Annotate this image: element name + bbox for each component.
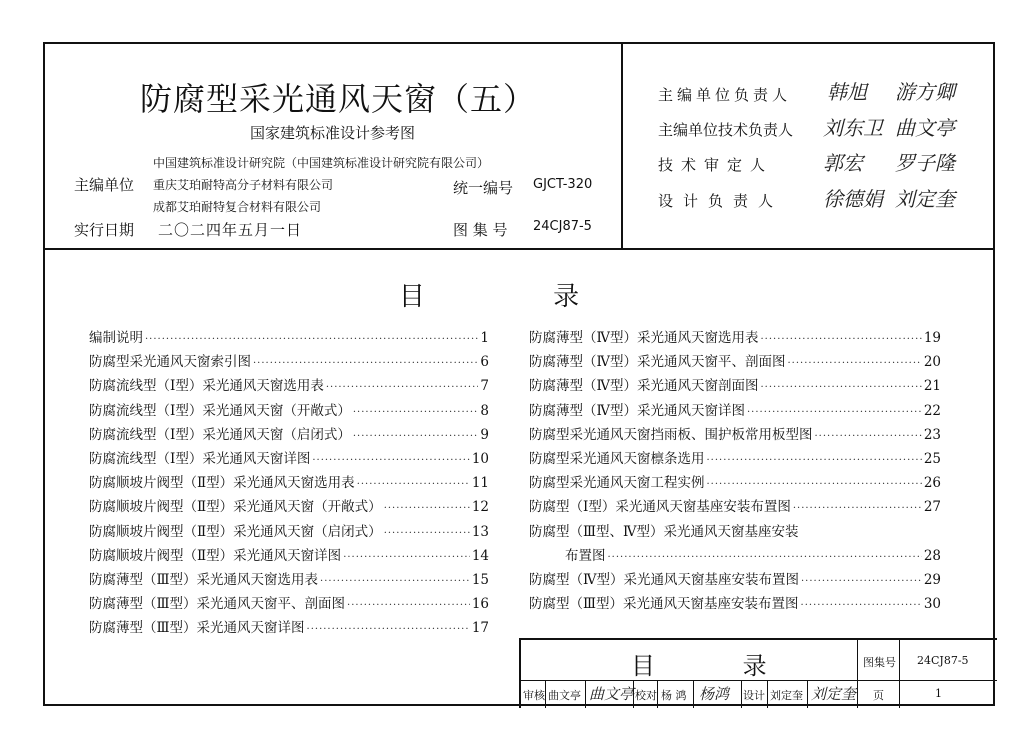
toc-entry[interactable]	[89, 495, 489, 515]
toc-entry-page: 8	[480, 402, 489, 419]
toc-entry-leader	[307, 624, 470, 635]
date-label: 实行日期	[74, 221, 135, 239]
review-name: 曲文亭	[548, 689, 581, 702]
toc-entry[interactable]	[89, 592, 489, 612]
toc-entry[interactable]	[529, 520, 941, 540]
toc-entry-page: 25	[923, 451, 941, 467]
toc-entry-leader	[801, 600, 922, 611]
toc-entry-title: 布置图	[565, 547, 606, 564]
toc-entry-page: 26	[923, 475, 941, 492]
resp-sig-1b: 游方卿	[895, 80, 955, 104]
code-label: 统一编号	[453, 179, 514, 197]
check-name: 杨 鸿	[661, 689, 687, 702]
toc-entry-title: 防腐顺坡片阀型（Ⅱ型）采光通风天窗详图	[89, 547, 342, 564]
editor-org-1: 中国建筑标准设计研究院（中国建筑标准设计研究院有限公司）	[153, 156, 490, 170]
toc-entry[interactable]	[89, 616, 489, 636]
review-signature: 曲文亭	[589, 685, 635, 703]
check-label: 校对	[635, 689, 657, 702]
toc-entry-leader	[312, 455, 469, 466]
toc-entry-title: 防腐薄型（Ⅳ型）采光通风天窗详图	[529, 402, 745, 419]
toc-entry-title: 防腐型（Ⅲ型、Ⅳ型）采光通风天窗基座安装	[529, 523, 799, 540]
toc-entry-title: 防腐流线型（Ⅰ型）采光通风天窗（开敞式）	[89, 402, 351, 419]
toc-entry[interactable]	[89, 544, 489, 564]
toc-entry-leader	[793, 503, 922, 514]
page-label: 页	[873, 689, 884, 702]
toc-entry[interactable]	[529, 326, 941, 346]
toc-entry[interactable]	[529, 374, 941, 394]
toc-entry-title: 防腐型（Ⅰ型）采光通风天窗基座安装布置图	[529, 499, 791, 516]
toc-entry-page: 29	[923, 572, 941, 588]
toc-entry-leader	[747, 407, 922, 418]
design-signature: 刘定奎	[811, 685, 857, 703]
editor-label: 主编单位	[74, 176, 135, 194]
title-block-name: 目 录	[631, 652, 807, 680]
header-vertical-divider	[621, 44, 623, 248]
toc-entry-leader	[343, 552, 470, 563]
design-name: 刘定奎	[770, 689, 803, 702]
header-divider	[45, 248, 993, 250]
toc-entry-page: 19	[923, 330, 941, 346]
date-value: 二〇二四年五月一日	[158, 221, 303, 239]
toc-entry-page: 15	[471, 572, 489, 588]
toc-entry[interactable]	[529, 447, 941, 467]
toc-entry-title: 防腐流线型（Ⅰ型）采光通风天窗详图	[89, 451, 311, 467]
check-signature: 杨鸿	[699, 685, 730, 703]
toc-entry-page: 11	[471, 475, 489, 492]
title-block-atlas-value: 24CJ87-5	[917, 654, 969, 667]
toc-entry-title: 防腐型采光通风天窗工程实例	[529, 475, 705, 492]
design-label: 设计	[743, 689, 765, 702]
title-block	[519, 638, 997, 708]
toc-entry-leader	[761, 334, 922, 345]
toc-entry[interactable]	[529, 592, 941, 612]
toc-entry-page: 20	[923, 354, 941, 371]
toc-entry-page: 12	[471, 499, 489, 516]
toc-entry-title: 防腐薄型（Ⅳ型）采光通风天窗剖面图	[529, 378, 759, 395]
toc-entry[interactable]	[565, 544, 941, 564]
toc-entry-leader	[384, 528, 470, 539]
toc-entry-page: 1	[480, 330, 489, 346]
page-value: 1	[935, 687, 942, 700]
toc-entry-page: 9	[480, 426, 489, 443]
toc-entry[interactable]	[89, 350, 489, 370]
toc-entry[interactable]	[529, 399, 941, 419]
resp-sig-3a: 郭宏	[823, 151, 863, 175]
resp-role-2: 主编单位技术负责人	[658, 121, 794, 139]
toc-entry-page: 27	[923, 499, 941, 516]
toc-entry-leader	[347, 600, 470, 611]
resp-sig-4b: 刘定奎	[895, 187, 955, 211]
resp-sig-3b: 罗子隆	[895, 151, 955, 175]
toc-entry-page: 6	[480, 354, 489, 371]
toc-entry-page: 28	[923, 547, 941, 564]
toc-entry[interactable]	[89, 423, 489, 443]
review-label: 审核	[523, 689, 545, 702]
toc-entry-title: 防腐薄型（Ⅲ型）采光通风天窗详图	[89, 620, 305, 637]
toc-entry-page: 23	[923, 426, 941, 443]
toc-entry-title: 防腐薄型（Ⅲ型）采光通风天窗选用表	[89, 572, 319, 588]
toc-entry-title: 防腐型（Ⅲ型）采光通风天窗基座安装布置图	[529, 596, 799, 613]
toc-entry-page: 17	[471, 620, 489, 637]
page-subtitle: 国家建筑标准设计参考图	[250, 124, 416, 142]
toc-entry-page: 10	[471, 451, 489, 467]
resp-sig-1a: 韩旭	[827, 80, 867, 104]
toc-entry-title: 防腐型采光通风天窗索引图	[89, 354, 251, 371]
toc-entry-page: 13	[471, 523, 489, 540]
toc-entry-title: 防腐顺坡片阀型（Ⅱ型）采光通风天窗（启闭式）	[89, 523, 382, 540]
code-value: GJCT-320	[533, 177, 593, 192]
toc-entry[interactable]	[529, 350, 941, 370]
toc-entry-leader	[326, 382, 479, 393]
toc-entry-leader	[707, 479, 922, 490]
toc-entry-title: 防腐型（Ⅳ型）采光通风天窗基座安装布置图	[529, 572, 799, 588]
resp-sig-2a: 刘东卫	[823, 116, 883, 140]
toc-entry-title: 防腐流线型（Ⅰ型）采光通风天窗选用表	[89, 378, 324, 395]
editor-org-2: 重庆艾珀耐特高分子材料有限公司	[153, 178, 334, 192]
toc-entry-leader	[320, 576, 470, 587]
toc-entry[interactable]	[529, 568, 941, 588]
toc-entry-leader	[253, 358, 478, 369]
toc-entry-title: 编制说明	[89, 330, 143, 346]
toc-entry-leader	[145, 334, 478, 345]
toc-entry-title: 防腐型采光通风天窗檩条选用	[529, 451, 705, 467]
toc-entry[interactable]	[89, 520, 489, 540]
toc-entry[interactable]	[89, 326, 489, 346]
toc-entry-page: 21	[923, 378, 941, 395]
resp-role-3: 技术审定人	[658, 156, 774, 174]
toc-entry-page: 7	[480, 378, 489, 395]
toc-entry[interactable]	[529, 471, 941, 491]
toc-entry[interactable]	[529, 423, 941, 443]
toc-entry-leader	[815, 431, 922, 442]
page-title: 防腐型采光通风天窗（五）	[140, 80, 537, 118]
toc-entry-leader	[353, 407, 479, 418]
toc-entry-title: 防腐薄型（Ⅲ型）采光通风天窗平、剖面图	[89, 596, 346, 613]
toc-entry-leader	[761, 382, 922, 393]
toc-entry-page: 14	[471, 547, 489, 564]
resp-sig-4a: 徐德娟	[823, 187, 883, 211]
toc-entry[interactable]	[89, 447, 489, 467]
toc-entry-title: 防腐流线型（Ⅰ型）采光通风天窗（启闭式）	[89, 426, 351, 443]
toc-entry-page: 16	[471, 596, 489, 613]
toc-entry-title: 防腐型采光通风天窗挡雨板、围护板常用板型图	[529, 426, 813, 443]
toc-entry-leader	[353, 431, 479, 442]
resp-role-4: 设计负责人	[658, 192, 784, 210]
toc-entry[interactable]	[89, 374, 489, 394]
toc-entry-leader	[384, 503, 470, 514]
toc-entry-leader	[788, 358, 922, 369]
toc-entry-title: 防腐顺坡片阀型（Ⅱ型）采光通风天窗（开敞式）	[89, 499, 382, 516]
atlas-value: 24CJ87-5	[533, 219, 592, 234]
toc-entry-leader	[707, 455, 922, 466]
toc-entry-leader	[608, 552, 922, 563]
toc-entry[interactable]	[89, 568, 489, 588]
toc-entry-title: 防腐薄型（Ⅳ型）采光通风天窗选用表	[529, 330, 759, 346]
toc-heading: 目 录	[398, 282, 640, 312]
editor-org-3: 成都艾珀耐特复合材料有限公司	[153, 200, 322, 214]
toc-entry-leader	[357, 479, 470, 490]
toc-entry-page: 22	[923, 402, 941, 419]
toc-entry-title: 防腐顺坡片阀型（Ⅱ型）采光通风天窗选用表	[89, 475, 355, 492]
toc-entry-title: 防腐薄型（Ⅳ型）采光通风天窗平、剖面图	[529, 354, 786, 371]
resp-role-1: 主编单位负责人	[658, 86, 792, 104]
drawing-frame	[43, 42, 995, 706]
toc-entry[interactable]	[89, 471, 489, 491]
atlas-label: 图 集 号	[453, 221, 508, 239]
toc-entry-page: 30	[923, 596, 941, 613]
title-block-atlas-label: 图集号	[863, 656, 896, 669]
resp-sig-2b: 曲文亭	[895, 116, 955, 140]
toc-entry[interactable]	[529, 495, 941, 515]
toc-entry[interactable]	[89, 399, 489, 419]
toc-entry-leader	[801, 576, 922, 587]
